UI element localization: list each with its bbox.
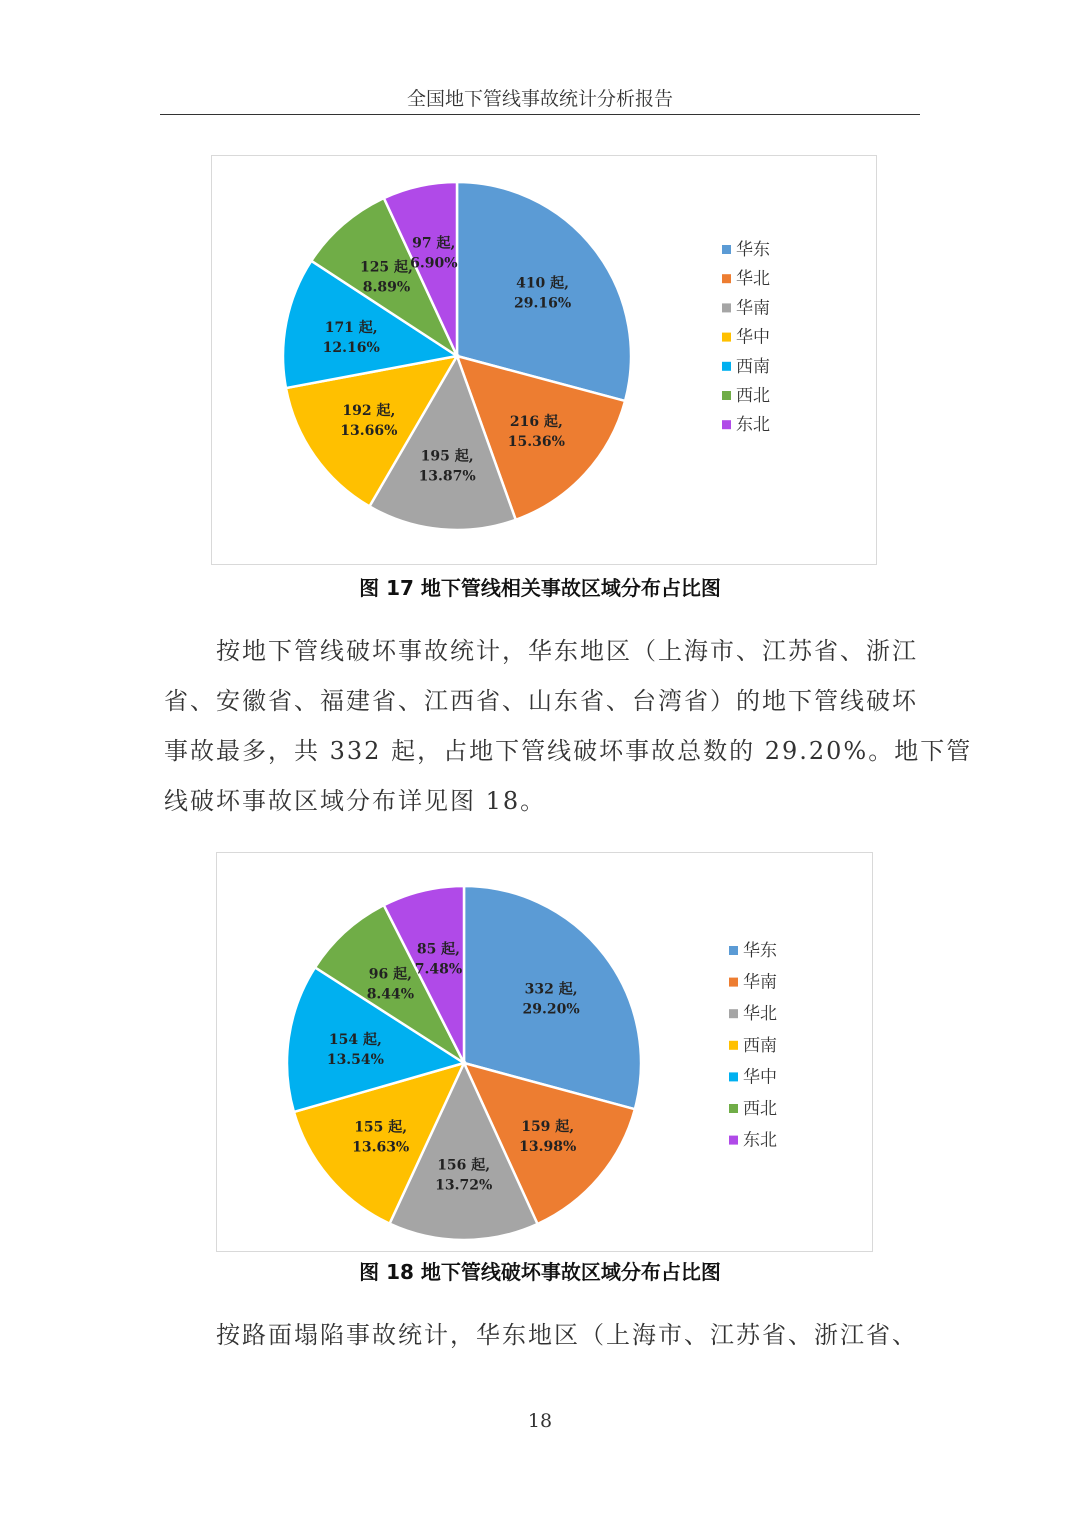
chart-18-caption (0, 1256, 1080, 1285)
slice-percent-label: 8.44% (366, 986, 415, 1003)
slice-count-label: 156 起, (437, 1157, 491, 1174)
chart-18-title: 图 18 地下管线破坏事故区域分布占比图 (359, 1260, 721, 1284)
legend-entry: 西北 (743, 1099, 777, 1119)
legend-swatch (722, 362, 731, 371)
slice-count-label: 97 起, (412, 235, 456, 252)
chart-17-svg (212, 156, 876, 564)
legend-entry: 西南 (736, 356, 770, 377)
paragraph-1-line: 线破坏事故区域分布详见图 18。 (164, 787, 547, 815)
paragraph-1-line: 按地下管线破坏事故统计，华东地区（上海市、江苏省、浙江 (216, 637, 918, 665)
slice-count-label: 192 起, (342, 403, 396, 420)
legend-entry: 东北 (736, 415, 770, 436)
legend-entry: 华南 (736, 298, 770, 319)
slice-count-label: 154 起, (328, 1032, 382, 1049)
slice-percent-label: 13.98% (519, 1138, 577, 1155)
paragraph-1 (164, 626, 973, 826)
chart-17-caption (0, 572, 1080, 601)
legend-entry: 东北 (743, 1130, 777, 1151)
legend-entry: 西北 (736, 386, 770, 406)
legend-swatch (722, 333, 731, 342)
slice-count-label: 410 起, (516, 275, 570, 292)
paragraph-2 (164, 1310, 920, 1360)
legend-swatch (722, 303, 731, 312)
legend-swatch (729, 1072, 738, 1081)
page-number-text: 18 (527, 1410, 553, 1432)
chart-18-svg (217, 853, 872, 1251)
slice-percent-label: 29.20% (522, 1001, 580, 1018)
slice-percent-label: 7.48% (414, 961, 463, 978)
legend-entry: 华东 (736, 240, 770, 260)
slice-percent-label: 12.16% (322, 339, 380, 356)
slice-percent-label: 29.16% (513, 295, 572, 312)
slice-count-label: 159 起, (521, 1118, 575, 1135)
slice-count-label: 155 起, (354, 1119, 408, 1136)
slice-count-label: 85 起, (416, 941, 461, 958)
legend-swatch (722, 391, 731, 400)
legend-swatch (729, 1104, 738, 1113)
slice-percent-label: 6.90% (410, 255, 458, 272)
chart-17-container (211, 155, 877, 565)
slice-count-label: 216 起, (509, 414, 563, 431)
page-number (0, 1410, 1080, 1432)
slice-percent-label: 13.63% (352, 1139, 410, 1156)
legend-entry: 华北 (736, 269, 770, 290)
paragraph-2-line: 按路面塌陷事故统计，华东地区（上海市、江苏省、浙江省、 (216, 1321, 918, 1349)
slice-count-label: 195 起, (420, 448, 474, 465)
legend-swatch (722, 245, 731, 254)
legend-entry: 西南 (743, 1035, 777, 1056)
legend-swatch (729, 946, 738, 955)
legend-entry: 华北 (743, 1004, 777, 1025)
legend-swatch (722, 420, 731, 429)
legend-entry: 华东 (743, 941, 777, 961)
legend-swatch (729, 1041, 738, 1050)
chart-18-container (216, 852, 873, 1252)
paragraph-1-line: 省、安徽省、福建省、江西省、山东省、台湾省）的地下管线破坏 (164, 687, 918, 715)
legend-entry: 华中 (743, 1067, 777, 1088)
slice-count-label: 125 起, (359, 259, 413, 276)
legend-swatch (722, 274, 731, 283)
page-header (160, 84, 920, 115)
slice-percent-label: 13.87% (418, 468, 476, 485)
legend-entry: 华中 (736, 327, 770, 348)
slice-percent-label: 8.89% (362, 279, 411, 296)
header-title: 全国地下管线事故统计分析报告 (406, 88, 673, 110)
slice-count-label: 171 起, (324, 319, 378, 336)
legend-swatch (729, 1009, 738, 1018)
paragraph-1-line: 事故最多，共 332 起，占地下管线破坏事故总数的 29.20%。地下管 (164, 737, 973, 765)
slice-percent-label: 13.66% (340, 423, 398, 440)
legend-swatch (729, 1136, 738, 1145)
slice-count-label: 96 起, (368, 966, 413, 983)
legend-swatch (729, 978, 738, 987)
slice-count-label: 332 起, (524, 981, 578, 998)
legend-entry: 华南 (743, 972, 777, 993)
slice-percent-label: 13.54% (326, 1052, 384, 1069)
chart-17-title: 图 17 地下管线相关事故区域分布占比图 (359, 576, 721, 600)
slice-percent-label: 15.36% (507, 434, 565, 451)
slice-percent-label: 13.72% (435, 1177, 493, 1194)
